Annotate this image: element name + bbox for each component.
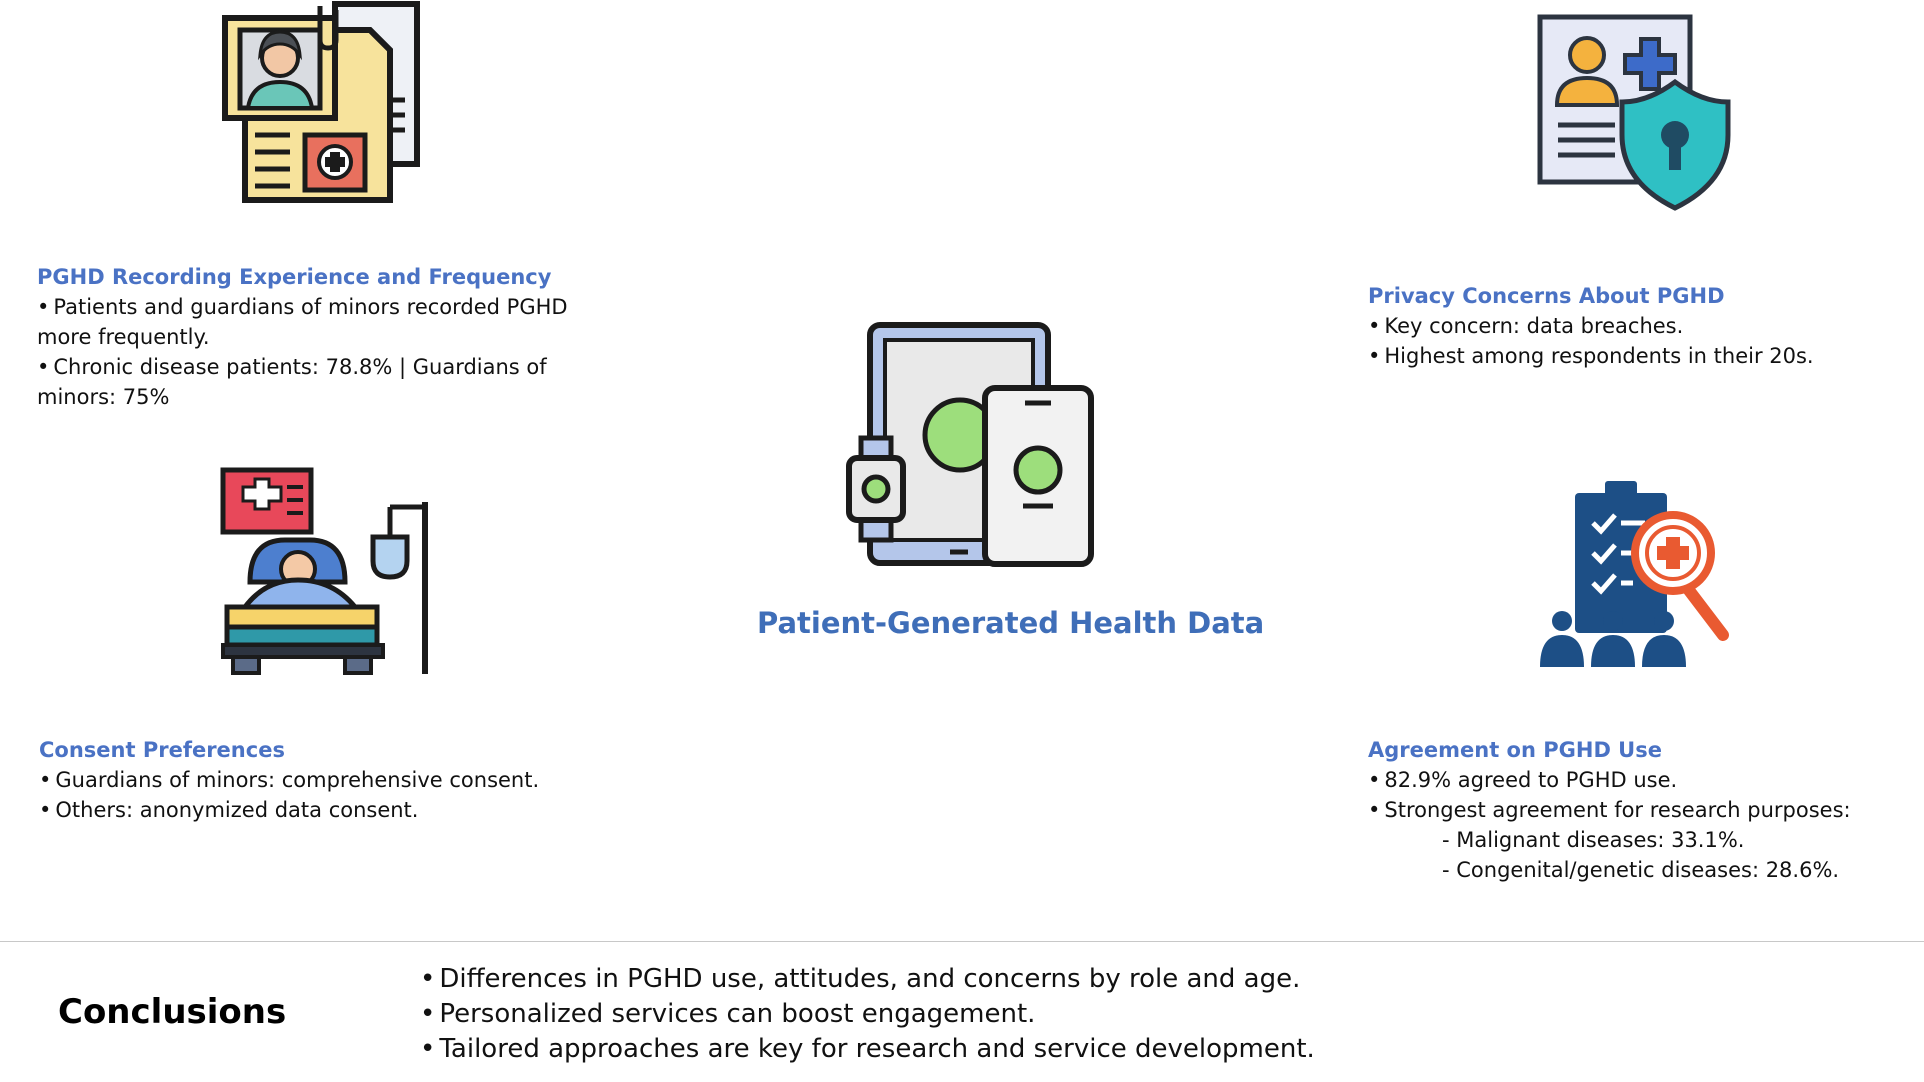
conclusions-list xyxy=(420,962,1315,1067)
section-agreement xyxy=(1368,735,1908,885)
conclusion-item: • Personalized services can boost engagement. xyxy=(420,999,1036,1029)
section-title: Consent Preferences xyxy=(39,738,285,762)
section-consent xyxy=(39,735,599,825)
bullet-list xyxy=(39,765,599,825)
bullet-item: • Highest among respondents in their 20s. xyxy=(1368,344,1814,368)
conclusion-item: • Tailored approaches are key for research and service development. xyxy=(420,1034,1315,1064)
center-title: Patient-Generated Health Data xyxy=(757,606,1265,640)
bullet-item: • Key concern: data breaches. xyxy=(1368,314,1684,338)
bullet-item: • Guardians of minors: comprehensive consent. xyxy=(39,768,540,792)
bullet-item: • Strongest agreement for research purposes: xyxy=(1368,798,1851,822)
divider xyxy=(0,941,1924,942)
conclusion-item: • Differences in PGHD use, attitudes, and concerns by role and age. xyxy=(420,964,1301,994)
sub-item: - Congenital/genetic diseases: 28.6%. xyxy=(1442,858,1840,882)
clipboard-research-icon xyxy=(1535,475,1735,675)
bullet-list xyxy=(1368,311,1908,371)
conclusions-heading: Conclusions xyxy=(58,992,287,1032)
devices-icon xyxy=(845,320,1095,570)
sub-item: - Malignant diseases: 33.1%. xyxy=(1442,828,1745,852)
privacy-shield-icon xyxy=(1530,10,1740,220)
section-title: PGHD Recording Experience and Frequency xyxy=(37,265,552,289)
bullet-list xyxy=(1368,765,1908,885)
bullet-item: • 82.9% agreed to PGHD use. xyxy=(1368,768,1678,792)
section-recording xyxy=(37,262,577,412)
hospital-bed-icon xyxy=(215,462,435,682)
bullet-item: • Chronic disease patients: 78.8% | Guardians of minors: 75% xyxy=(37,355,547,409)
section-title: Privacy Concerns About PGHD xyxy=(1368,284,1725,308)
bullet-item: • Patients and guardians of minors recorded PGHD more frequently. xyxy=(37,295,568,349)
bullet-item: • Others: anonymized data consent. xyxy=(39,798,419,822)
bullet-list xyxy=(37,292,577,412)
section-privacy xyxy=(1368,281,1908,371)
section-title: Agreement on PGHD Use xyxy=(1368,738,1662,762)
patient-record-icon xyxy=(220,0,430,210)
